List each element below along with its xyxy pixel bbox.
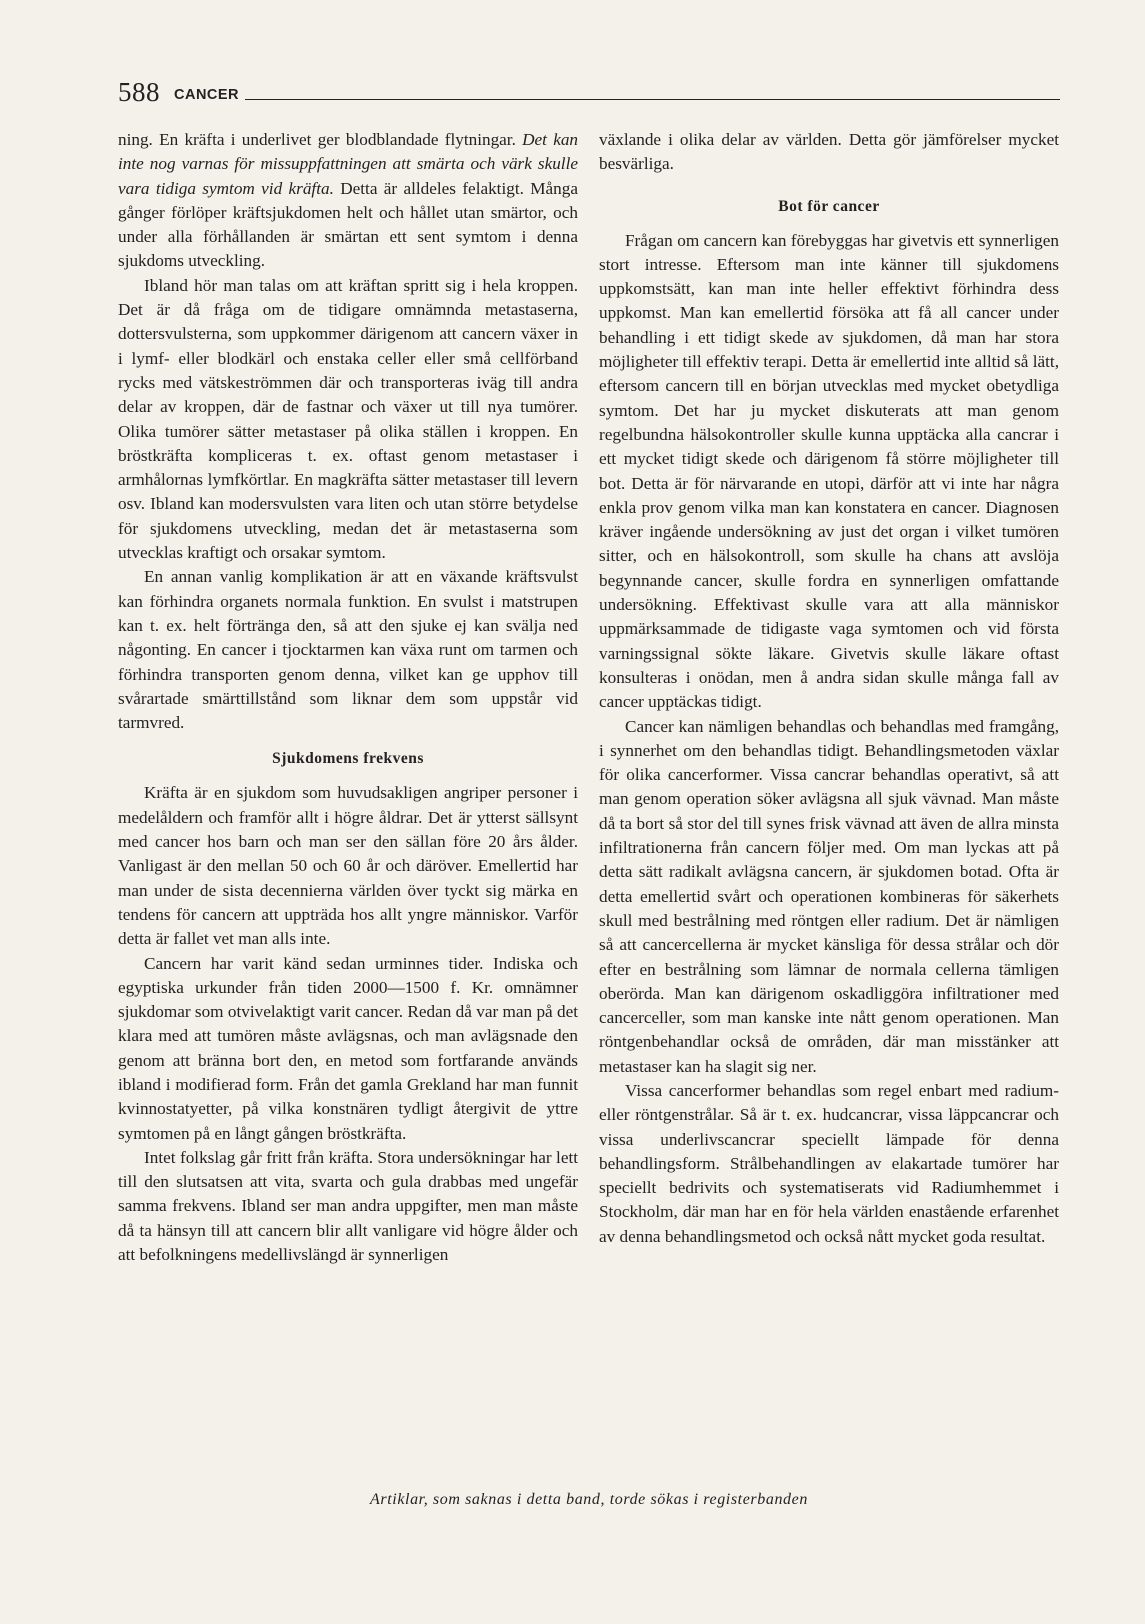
paragraph: Cancer kan nämligen behandlas och behandlas med framgång, i synnerhet om den behandlas tidigt. Behandlingsmetoden växlar för olika cancerformer. Vissa cancrar behandlas operativt, så att man genom operation söker avlägsna all sjuk vävnad. Man måste då ta bort så stor del till synes frisk vävnad att även de allra minsta infiltrationerna från cancern följer med. Om man lyckas att på detta sätt radikalt avlägsna cancern, är sjukdomen botad. Ofta är detta emellertid svårt och operationen kombineras för säkerhets skull med bestrålning med röntgen eller radium. Det är nämligen så att cancercellerna är mycket känsliga för dessa strålar och dör efter en bestrålning som lämnar de normala cellerna tämligen oberörda. Man kan därigenom oskadliggöra infiltrationer med cancerceller, som man kanske inte nått genom operationen. Man röntgenbehandlar också de områden, där man misstänker att metastaser kan ha slagit sig ner. bbox=[599, 716, 1059, 1076]
section-heading: Bot för cancer bbox=[778, 197, 880, 215]
header-rule bbox=[245, 99, 1060, 100]
paragraph: Frågan om cancern kan förebyggas har givetvis ett synnerligen stort intresse. Eftersom man inte känner till sjukdomens uppkomstsätt, kan man inte heller effektivt förhindra dess uppkomst. Man kan emellertid försöka att få all cancer under behandling i ett tidigt skede av sjukdomen, då man har stora möjligheter till effektiv terapi. Detta är emellertid inte alltid så lätt, eftersom cancern till en början utvecklas med mycket obetydliga symtom. Det har ju mycket diskuterats att man genom regelbundna hälsokontroller skulle kunna upptäcka alla cancrar i ett mycket tidigt skede och därigenom få större möjligheter till bot. Detta är för närvarande en utopi, därför att vi inte har några enkla prov genom vilka man kan konstatera en cancer. Diagnosen kräver ingående undersökning av just det organ i vilket tumören sitter, och en hälsokontroll, som skulle ha chans att avslöja begynnande cancer, skulle fordra en synnerligen omfattande undersökning. Effektivast skulle vara att alla människor uppmärksammade de tidigaste vaga symtomen och vid första varningssignal sökte läkare. Givetvis skulle läkare oftast konsulteras i onödan, men å andra sidan skulle många fall av cancer upptäckas tidigt. bbox=[599, 230, 1059, 712]
page-number: 588 bbox=[118, 77, 160, 107]
paragraph: Vissa cancerformer behandlas som regel enbart med radium- eller röntgenstrålar. Så är t. ex. hudcancrar, vissa läppcancrar och vissa underlivscancrar speciellt lämpade för denna behandlingsform. Strålbehandlingen av elakartade tumörer har speciellt bedrivits och systematiserats vid Radiumhemmet i Stockholm, där man har en för hela världen enastående erfarenhet av denna behandlingsmetod och också nått mycket goda resultat. bbox=[599, 1080, 1059, 1246]
paragraph-text: Detta är alldeles felaktigt. Många gånger förlöper kräftsjukdomen helt och hållet utan smärtor, och under alla förhållanden är smärtan ett sent symtom i denna sjukdoms utveckling. bbox=[118, 178, 578, 271]
left-column bbox=[118, 128, 578, 1267]
running-head: CANCER bbox=[174, 87, 240, 103]
footer-note: Artiklar, som saknas i detta band, torde sökas i registerbanden bbox=[370, 1491, 808, 1508]
paragraph: Kräfta är en sjukdom som huvudsakligen angriper personer i medelåldern och framför allt i högre åldrar. Det är ytterst sällsynt med cancer hos barn och man ser den sällan före 20 års ålder. Vanligast är den mellan 50 och 60 år och däröver. Emellertid har man under de sista decennierna världen över tyckt sig märka en tendens för cancern att uppträda hos allt yngre människor. Varför detta är fallet vet man alls inte. bbox=[118, 783, 578, 949]
paragraph: Cancern har varit känd sedan urminnes tider. Indiska och egyptiska urkunder från tiden 2000—1500 f. Kr. omnämner sjukdomar som otvivelaktigt varit cancer. Redan då var man på det klara med att tumören måste avlägsnas, och man avlägsnade den genom att bränna bort den, en metod som fortfarande används ibland i modifierad form. Från det gamla Grekland har man funnit kvinnostatyetter, på vilka konstnären tydligt återgivit de yttre symtomen på en långt gången bröstkräfta. bbox=[118, 953, 578, 1143]
section-heading: Sjukdomens frekvens bbox=[272, 750, 424, 768]
paragraph-text: ning. En kräfta i underlivet ger blodblandade flytningar. bbox=[118, 130, 523, 149]
paragraph: En annan vanlig komplikation är att en växande kräftsvulst kan förhindra organets normala funktion. En svulst i matstrupen kan t. ex. helt förtränga den, så att den sjuke ej kan svälja ned någonting. En cancer i tjocktarmen kan växa runt om tarmen och förhindra transporten genom denna, vilket kan ge upphov till svårartade smärttillstånd som liknar dem som uppstår vid tarmvred. bbox=[118, 567, 578, 733]
paragraph: Ibland hör man talas om att kräftan spritt sig i hela kroppen. Det är då fråga om de tidigare omnämnda metastaserna, dottersvulsterna, som uppkommer därigenom att cancern växer in i lymf- eller blodkärl och enstaka celler eller små cellförband rycks med vätskeströmmen där och transporteras iväg till andra delar av kroppen, där de fastnar och växer ut till nya tumörer. Olika tumörer sätter metastaser på olika ställen i kroppen. En bröstkräfta kompliceras t. ex. oftast genom metastaser i armhålornas lymfkörtlar. En magkräfta sätter metastaser till levern osv. Ibland kan modersvulsten vara liten och utan större betydelse för sjukdomens utveckling, medan det är metastaserna som utvecklas kraftigt och orsakar symtom. bbox=[118, 275, 578, 563]
page-header bbox=[118, 76, 1060, 106]
right-column bbox=[599, 128, 1059, 1249]
paragraph: Intet folkslag går fritt från kräfta. Stora undersökningar har lett till den slutsatsen att vita, svarta och gula drabbas med ungefär samma frekvens. Ibland ser man andra uppgifter, men man måste då ta hänsyn till att cancern blir allt vanligare vid högre ålder och att befolkningens medellivslängd är synnerligen bbox=[118, 1147, 578, 1265]
paragraph bbox=[118, 128, 578, 274]
emphasized-text: Det kan inte nog varnas för missuppfattningen att smärta och värk skulle vara tidiga symtom vid kräfta. bbox=[118, 130, 579, 198]
paragraph: växlande i olika delar av världen. Detta gör jämförelser mycket besvärliga. bbox=[599, 130, 1059, 174]
